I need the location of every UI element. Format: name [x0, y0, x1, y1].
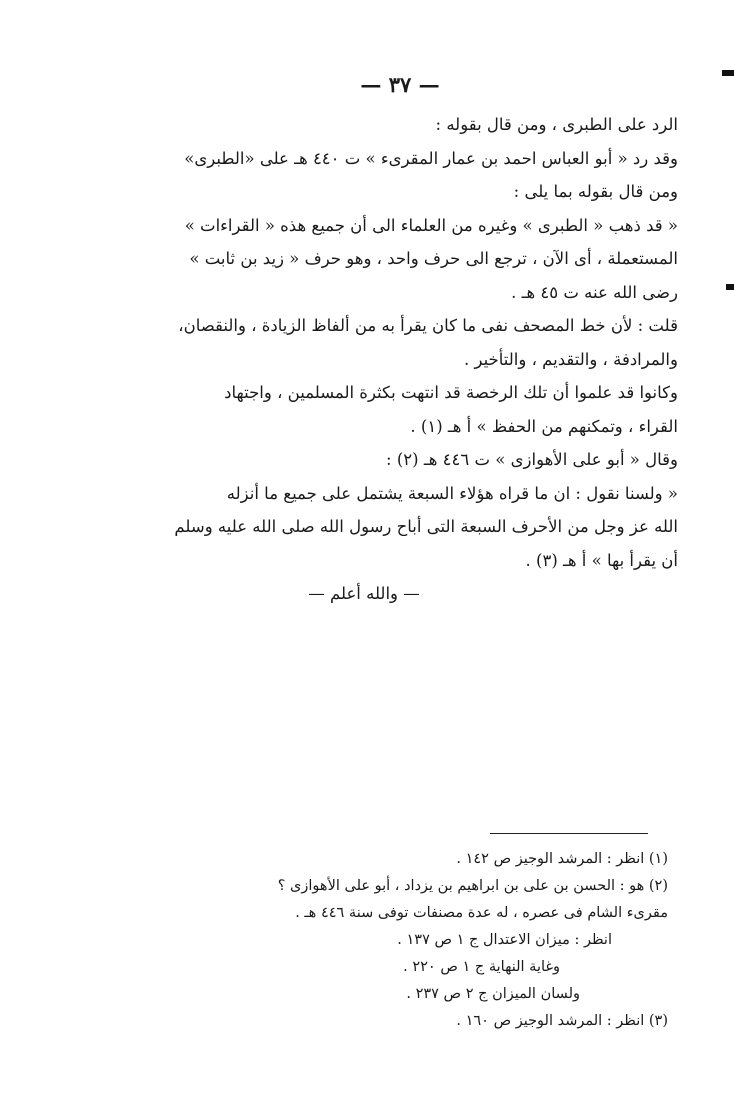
text-line: والمرادفة ، والتقديم ، والتأخير .	[463, 349, 678, 369]
footnote-line: مقرىء الشام فى عصره ، له عدة مصنفات توفى سنة ٤٤٦ هـ .	[295, 905, 668, 921]
text-line: الرد على الطبرى ، ومن قال بقوله :	[435, 115, 678, 134]
text-line: وقد رد « أبو العباس احمد بن عمار المقرىء » ت ٤٤٠ هـ على «الطبرى»	[184, 148, 678, 168]
footnote-separator	[490, 833, 648, 834]
footnote-line: (٢) هو : الحسن بن على بن ابراهيم بن يزداد ، أبو على الأهوازى ؟	[277, 878, 668, 894]
text-line: القراء ، وتمكنهم من الحفظ » أ هـ (١) .	[410, 416, 678, 436]
footnote-line: (٣) انظر : المرشد الوجيز ص ١٦٠ .	[456, 1013, 668, 1029]
footnote-line: (١) انظر : المرشد الوجيز ص ١٤٢ .	[456, 851, 668, 867]
text-line: الله عز وجل من الأحرف السبعة التى أباح رسول الله صلى الله عليه وسلم	[174, 517, 678, 536]
text-line: أن يقرأ بها » أ هـ (٣) .	[525, 550, 678, 570]
text-line: « قد ذهب « الطبرى » وغيره من العلماء الى أن جميع هذه « القراءات »	[184, 215, 678, 235]
text-line: ومن قال بقوله بما يلى :	[513, 182, 678, 201]
text-line: وكانوا قد علموا أن تلك الرخصة قد انتهت بكثرة المسلمين ، واجتهاد	[224, 383, 678, 402]
page-number: — ٣٧ —	[360, 72, 440, 97]
main-text	[120, 108, 678, 611]
text-line: المستعملة ، أى الآن ، ترجع الى حرف واحد ، وهو حرف « زيد بن ثابت »	[189, 249, 678, 268]
footnote-line: وغاية النهاية ج ١ ص ٢٢٠ .	[403, 959, 560, 975]
footnote-line: انظر : ميزان الاعتدال ج ١ ص ١٣٧ .	[397, 932, 612, 948]
closing-line: — والله أعلم —	[308, 584, 420, 603]
footnote-line: ولسان الميزان ج ٢ ص ٢٣٧ .	[406, 986, 580, 1002]
text-line: وقال « أبو على الأهوازى » ت ٤٤٦ هـ (٢) :	[386, 450, 678, 469]
text-line: قلت : لأن خط المصحف نفى ما كان يقرأ به من ألفاظ الزيادة ، والنقصان،	[178, 316, 678, 335]
text-line: « ولسنا نقول : ان ما قراه هؤلاء السبعة يشتمل على جميع ما أنزله	[226, 483, 678, 503]
footnotes	[120, 846, 668, 1035]
text-line: رضى الله عنه ت ٤٥ هـ .	[511, 282, 678, 302]
scan-edge-mark	[726, 284, 734, 290]
